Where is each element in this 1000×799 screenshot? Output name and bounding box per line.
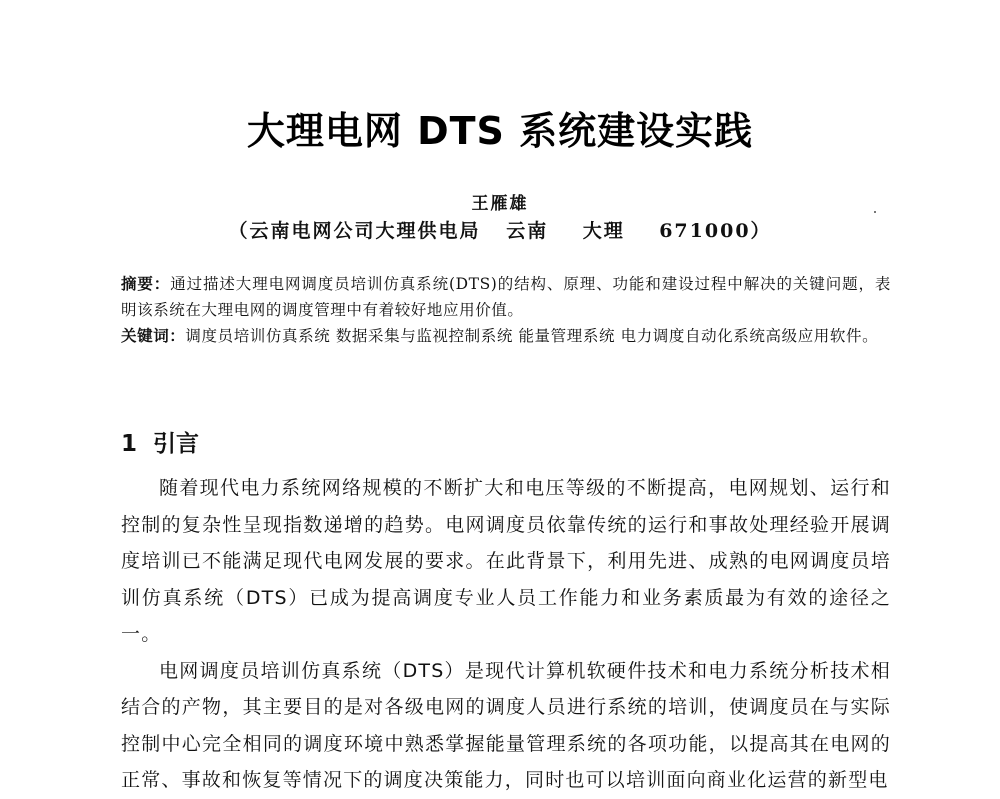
body-paragraph: 随着现代电力系统网络规模的不断扩大和电压等级的不断提高，电网规划、运行和控制的复杂性呈现指数递增的趋势。电网调度员依靠传统的运行和事故处理经验开展调度培训已不能满足现代电网发展的要求。在此背景下，利用先进、成熟的电网调度员培训仿真系统（DTS）已成为提高调度专业人员工作能力和业务素质最为有效的途径之一。 [121, 477, 891, 645]
keywords-label: 关键词： [121, 326, 186, 345]
body-paragraph: 电网调度员培训仿真系统（DTS）是现代计算机软硬件技术和电力系统分析技术相结合的产物，其主要目的是对各级电网的调度人员进行系统的培训，使调度员在与实际控制中心完全相同的调度环境中熟悉掌握能量管理系统的各项功能，以提高其在电网的正常、事故和恢复等情况下的调度决策能力，同时也可以培训面向商业化运营的新型电 [121, 659, 891, 791]
keywords-paragraph [121, 323, 891, 349]
abstract-label: 摘要： [121, 274, 171, 293]
keywords-text: 调度员培训仿真系统 数据采集与监视控制系统 能量管理系统 电力调度自动化系统高级应用软件。 [185, 327, 879, 345]
section-heading-introduction: 1 引言 [121, 431, 200, 457]
abstract-text: 通过描述大理电网调度员培训仿真系统(DTS)的结构、原理、功能和建设过程中解决的关键问题，表明该系统在大理电网的调度管理中有着较好地应用价值。 [121, 275, 891, 319]
paper-title: 大理电网 DTS 系统建设实践 [246, 109, 754, 153]
section-body [121, 470, 891, 799]
author-affiliation: （云南电网公司大理供电局 云南 大理 671000） [228, 220, 772, 242]
abstract-block [121, 271, 891, 349]
author-name: 王雁雄 [471, 194, 529, 214]
abstract-paragraph [121, 271, 891, 323]
scan-speck [874, 211, 876, 213]
